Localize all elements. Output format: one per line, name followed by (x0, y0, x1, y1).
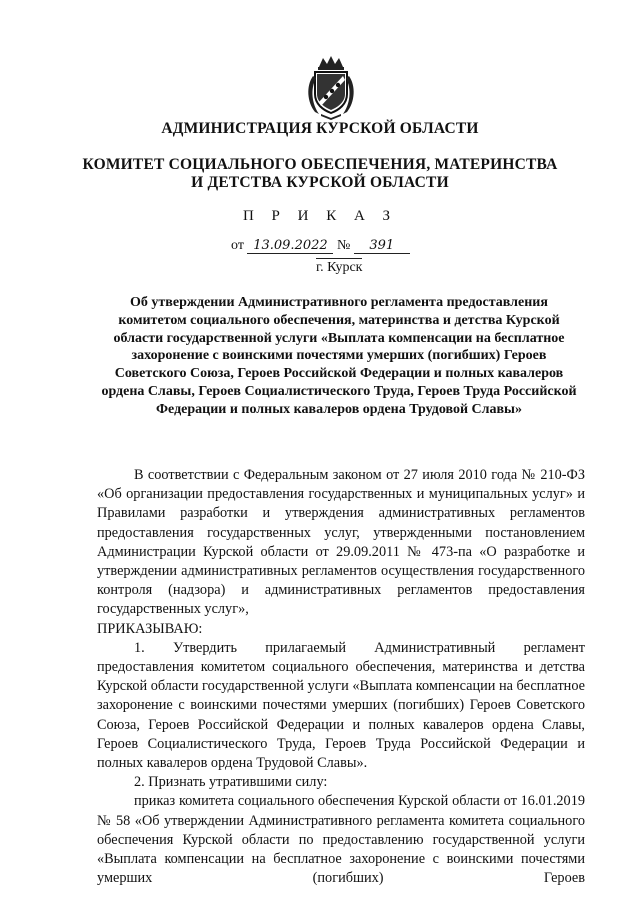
order-word: ПРИКАЗЫВАЮ: (97, 620, 203, 637)
number-prefix: № (336, 238, 351, 253)
committee-name-line-2: И ДЕТСТВА КУРСКОЙ ОБЛАСТИ (191, 174, 449, 191)
date-value: 13.09.2022 (247, 238, 333, 254)
coat-of-arms-emblem (301, 54, 361, 120)
item-2-detail-paragraph: приказ комитета социального обеспечения Курской области от 16.01.2019 № 58 «Об утверждении Административного регламента комитета социального обеспечения Курской области по предоставлению государственной услуги «Выплата компенсации на бесплатное захоронение с воинскими почестями умерших (погибших) Героев (97, 793, 585, 887)
item-2-heading: 2. Признать утратившими силу: (134, 774, 328, 791)
committee-name-line-1: КОМИТЕТ СОЦИАЛЬНОГО ОБЕСПЕЧЕНИЯ, МАТЕРИНСТВА (82, 156, 558, 173)
committee-name (0, 156, 640, 192)
item-1-paragraph: 1. Утвердить прилагаемый Административный регламент предоставления комитетом социального обеспечения, материнства и детства Курской области государственной услуги «Выплата компенсации на бесплатное захоронение с воинскими почестями умерших (погибших) Героев Советского Союза, Героев Российской Федерации и полных кавалеров ордена Славы, Героев Социалистического Труда, Героев Труда Российской Федерации и полных кавалеров ордена Трудовой Славы». (97, 639, 586, 772)
preamble-paragraph: В соответствии с Федеральным законом от 27 июля 2010 года № 210-ФЗ «Об организации предоставления государственных и муниципальных услуг» и Правилами разработки и утверждения административных регламентов предоставления государственных услуг, утвержденными постановлением Администрации Курской области от 29.09.2011 № 473-па «О разработке и утверждении административных регламентов осуществления государственного контроля (надзора) и административных регламентов предоставления государственных услуг», (97, 467, 585, 618)
number-value: 391 (354, 238, 410, 254)
date-number-line (231, 238, 410, 254)
organization-name: АДМИНИСТРАЦИЯ КУРСКОЙ ОБЛАСТИ (161, 120, 479, 137)
city-line: г. Курск (316, 260, 363, 275)
document-type: П Р И К А З (242, 208, 398, 224)
document-body (97, 466, 585, 888)
date-prefix: от (231, 238, 244, 253)
document-title: Об утверждении Административного регламента предоставления комитетом социального обеспечения, материнства и детства Курской области государственной услуги «Выплата компенсации на бесплатное захоронение с воинскими почестями умерших (погибших) Героев Советского Союза, Героев Российской Федерации и полных кавалеров ордена Славы, Героев Социалистического Труда, Героев Труда Российской Федерации и полных кавалеров ордена Трудовой Славы» (101, 295, 577, 417)
